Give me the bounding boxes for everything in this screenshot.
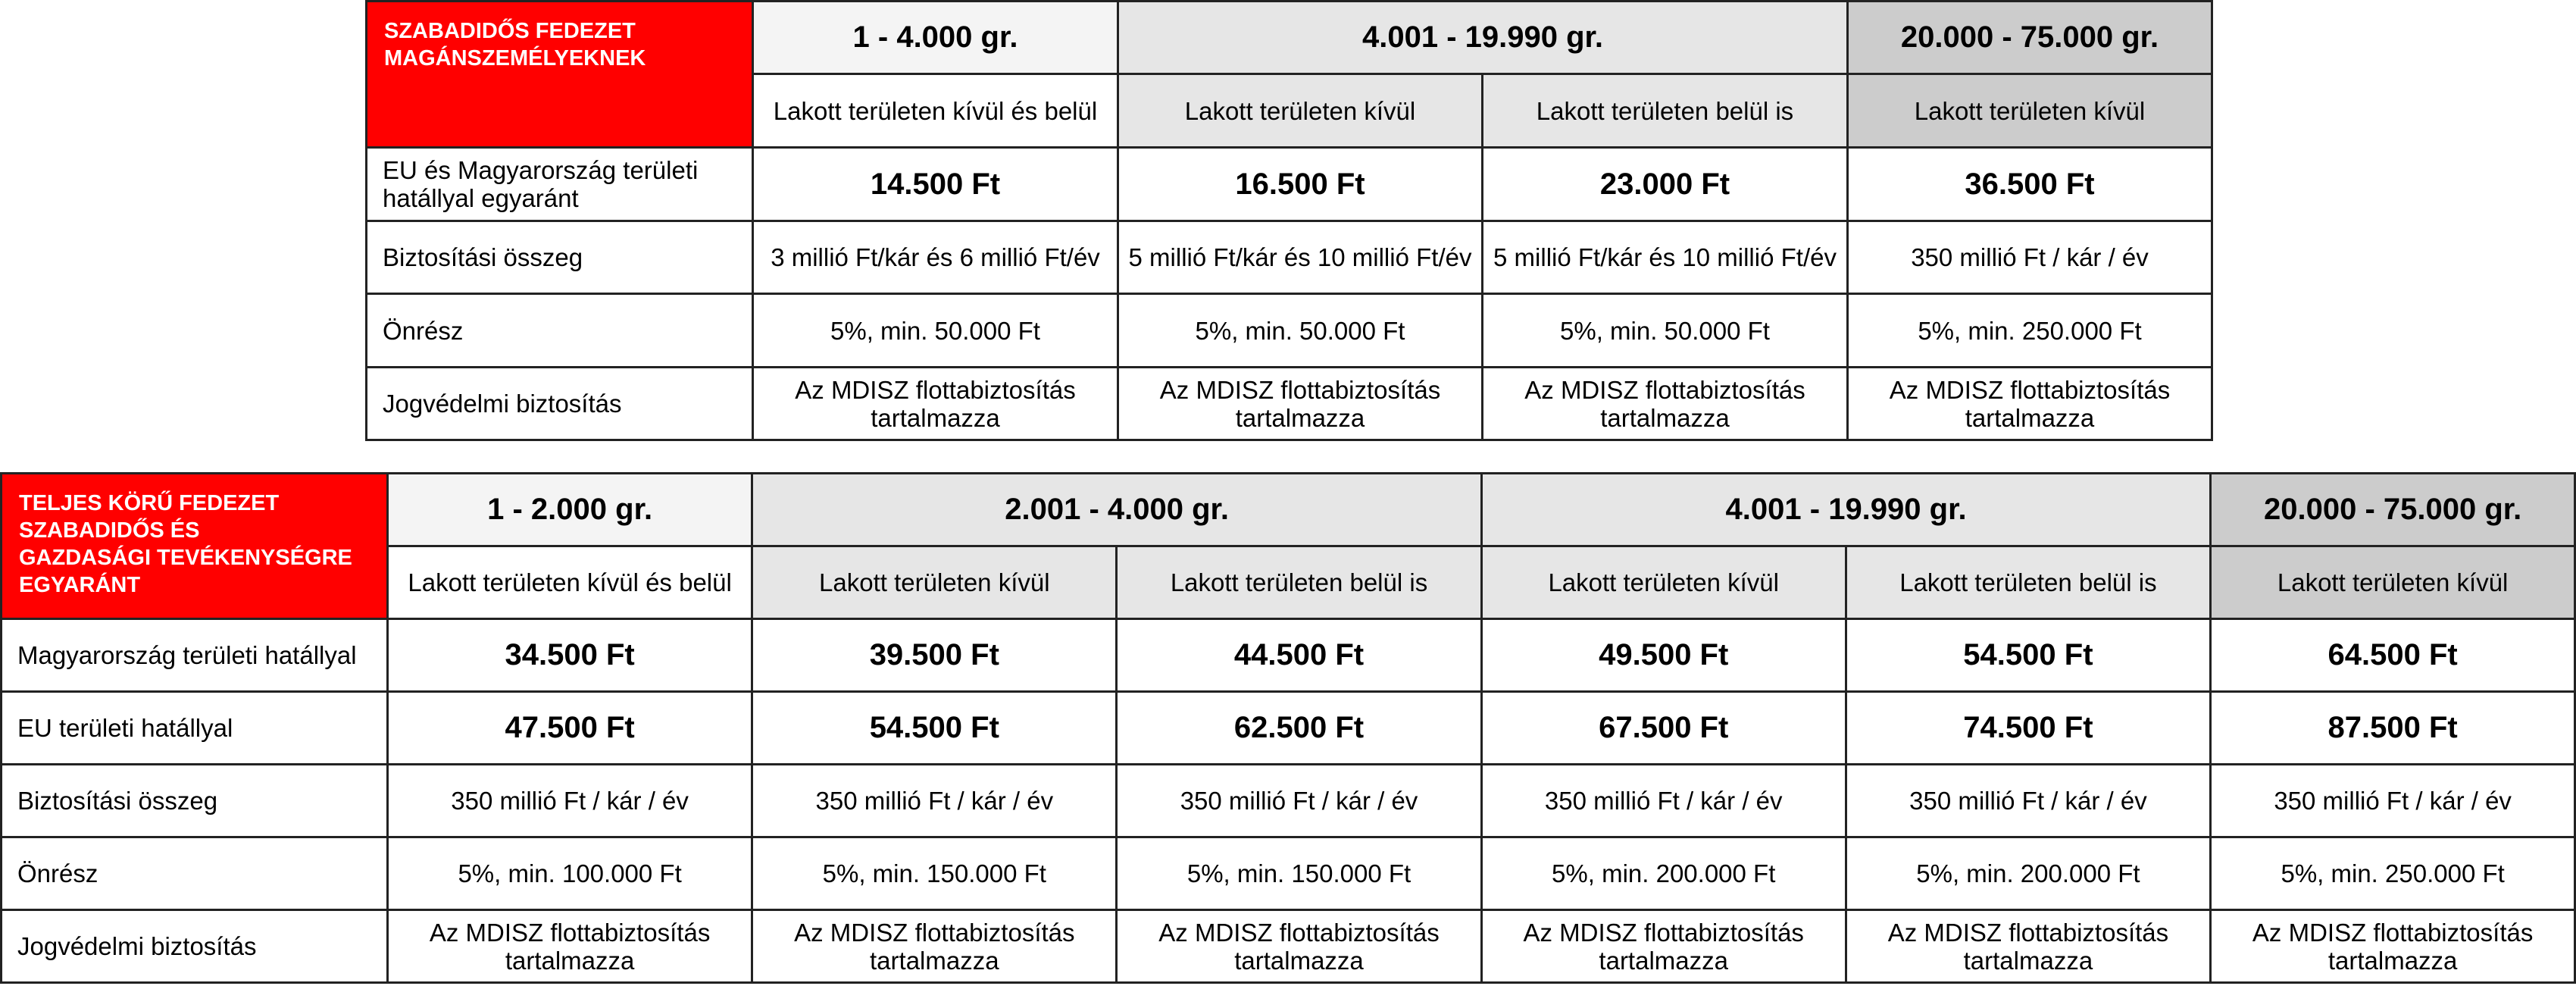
area-subheader: Lakott területen kívül bbox=[2211, 546, 2575, 619]
row-label: Önrész bbox=[367, 294, 753, 368]
table-cell: 350 millió Ft / kár / év bbox=[1848, 221, 2212, 294]
table-row bbox=[2, 765, 2575, 837]
table-cell: Az MDISZ flottabiztosítás tartalmazza bbox=[2211, 910, 2575, 983]
table-cell: 350 millió Ft / kár / év bbox=[1481, 765, 1846, 837]
leisure-coverage-table bbox=[365, 0, 2213, 441]
weight-class-header: 4.001 - 19.990 gr. bbox=[1481, 474, 2210, 546]
price-cell: 39.500 Ft bbox=[752, 619, 1117, 692]
table-cell: 5%, min. 250.000 Ft bbox=[1848, 294, 2212, 368]
table-cell: 5 millió Ft/kár és 10 millió Ft/év bbox=[1118, 221, 1483, 294]
price-cell: 62.500 Ft bbox=[1117, 692, 1482, 765]
area-subheader: Lakott területen kívül és belül bbox=[753, 74, 1118, 148]
table-cell: Az MDISZ flottabiztosítás tartalmazza bbox=[752, 910, 1117, 983]
weight-class-header: 1 - 2.000 gr. bbox=[387, 474, 752, 546]
table-row bbox=[367, 294, 2212, 368]
weight-class-header: 20.000 - 75.000 gr. bbox=[1848, 2, 2212, 74]
table-cell: 350 millió Ft / kár / év bbox=[387, 765, 752, 837]
row-label: Önrész bbox=[2, 837, 388, 910]
table-row bbox=[367, 221, 2212, 294]
row-label: Biztosítási összeg bbox=[367, 221, 753, 294]
area-subheader: Lakott területen belül is bbox=[1846, 546, 2211, 619]
area-subheader: Lakott területen kívül bbox=[1118, 74, 1483, 148]
price-cell: 54.500 Ft bbox=[1846, 619, 2211, 692]
table-cell: 3 millió Ft/kár és 6 millió Ft/év bbox=[753, 221, 1118, 294]
price-cell: 47.500 Ft bbox=[387, 692, 752, 765]
table-cell: Az MDISZ flottabiztosítás tartalmazza bbox=[387, 910, 752, 983]
table-row bbox=[367, 148, 2212, 221]
table-row bbox=[367, 368, 2212, 440]
table-cell: 5 millió Ft/kár és 10 millió Ft/év bbox=[1483, 221, 1848, 294]
price-cell: 23.000 Ft bbox=[1483, 148, 1848, 221]
area-subheader: Lakott területen kívül bbox=[1848, 74, 2212, 148]
table-cell: 350 millió Ft / kár / év bbox=[2211, 765, 2575, 837]
row-label: Jogvédelmi biztosítás bbox=[367, 368, 753, 440]
area-subheader: Lakott területen belül is bbox=[1117, 546, 1482, 619]
table-row bbox=[2, 692, 2575, 765]
price-cell: 87.500 Ft bbox=[2211, 692, 2575, 765]
table-title: SZABADIDŐS FEDEZET MAGÁNSZEMÉLYEKNEK bbox=[367, 2, 753, 148]
full-coverage-table bbox=[0, 472, 2576, 984]
table-cell: 350 millió Ft / kár / év bbox=[1117, 765, 1482, 837]
area-subheader: Lakott területen kívül bbox=[752, 546, 1117, 619]
weight-class-header: 1 - 4.000 gr. bbox=[753, 2, 1118, 74]
table-cell: Az MDISZ flottabiztosítás tartalmazza bbox=[1117, 910, 1482, 983]
row-label: Jogvédelmi biztosítás bbox=[2, 910, 388, 983]
row-label: EU és Magyarország területi hatállyal egyaránt bbox=[367, 148, 753, 221]
table-cell: 5%, min. 250.000 Ft bbox=[2211, 837, 2575, 910]
row-label: EU területi hatállyal bbox=[2, 692, 388, 765]
table-cell: 5%, min. 100.000 Ft bbox=[387, 837, 752, 910]
price-cell: 14.500 Ft bbox=[753, 148, 1118, 221]
table-title: TELJES KÖRŰ FEDEZET SZABADIDŐS ÉS GAZDASÁGI TEVÉKENYSÉGRE EGYARÁNT bbox=[2, 474, 388, 619]
table-cell: Az MDISZ flottabiztosítás tartalmazza bbox=[1118, 368, 1483, 440]
table-cell: 5%, min. 50.000 Ft bbox=[1118, 294, 1483, 368]
area-subheader: Lakott területen belül is bbox=[1483, 74, 1848, 148]
price-cell: 49.500 Ft bbox=[1481, 619, 1846, 692]
price-cell: 54.500 Ft bbox=[752, 692, 1117, 765]
row-label: Biztosítási összeg bbox=[2, 765, 388, 837]
table-row bbox=[2, 837, 2575, 910]
price-cell: 44.500 Ft bbox=[1117, 619, 1482, 692]
area-subheader: Lakott területen kívül bbox=[1481, 546, 1846, 619]
table-cell: Az MDISZ flottabiztosítás tartalmazza bbox=[1481, 910, 1846, 983]
area-subheader: Lakott területen kívül és belül bbox=[387, 546, 752, 619]
table-cell: 350 millió Ft / kár / év bbox=[752, 765, 1117, 837]
price-cell: 16.500 Ft bbox=[1118, 148, 1483, 221]
table-cell: 5%, min. 50.000 Ft bbox=[753, 294, 1118, 368]
table-cell: Az MDISZ flottabiztosítás tartalmazza bbox=[753, 368, 1118, 440]
table-cell: Az MDISZ flottabiztosítás tartalmazza bbox=[1848, 368, 2212, 440]
table-cell: 5%, min. 50.000 Ft bbox=[1483, 294, 1848, 368]
table-row bbox=[2, 619, 2575, 692]
table-cell: 5%, min. 150.000 Ft bbox=[752, 837, 1117, 910]
table-cell: 350 millió Ft / kár / év bbox=[1846, 765, 2211, 837]
price-cell: 64.500 Ft bbox=[2211, 619, 2575, 692]
table-cell: 5%, min. 200.000 Ft bbox=[1481, 837, 1846, 910]
price-cell: 34.500 Ft bbox=[387, 619, 752, 692]
weight-class-header: 20.000 - 75.000 gr. bbox=[2211, 474, 2575, 546]
table-cell: 5%, min. 200.000 Ft bbox=[1846, 837, 2211, 910]
price-cell: 74.500 Ft bbox=[1846, 692, 2211, 765]
weight-class-header: 2.001 - 4.000 gr. bbox=[752, 474, 1481, 546]
table-row bbox=[2, 910, 2575, 983]
table-cell: 5%, min. 150.000 Ft bbox=[1117, 837, 1482, 910]
table-cell: Az MDISZ flottabiztosítás tartalmazza bbox=[1846, 910, 2211, 983]
row-label: Magyarország területi hatállyal bbox=[2, 619, 388, 692]
weight-class-header: 4.001 - 19.990 gr. bbox=[1118, 2, 1848, 74]
price-cell: 36.500 Ft bbox=[1848, 148, 2212, 221]
price-cell: 67.500 Ft bbox=[1481, 692, 1846, 765]
table-cell: Az MDISZ flottabiztosítás tartalmazza bbox=[1483, 368, 1848, 440]
